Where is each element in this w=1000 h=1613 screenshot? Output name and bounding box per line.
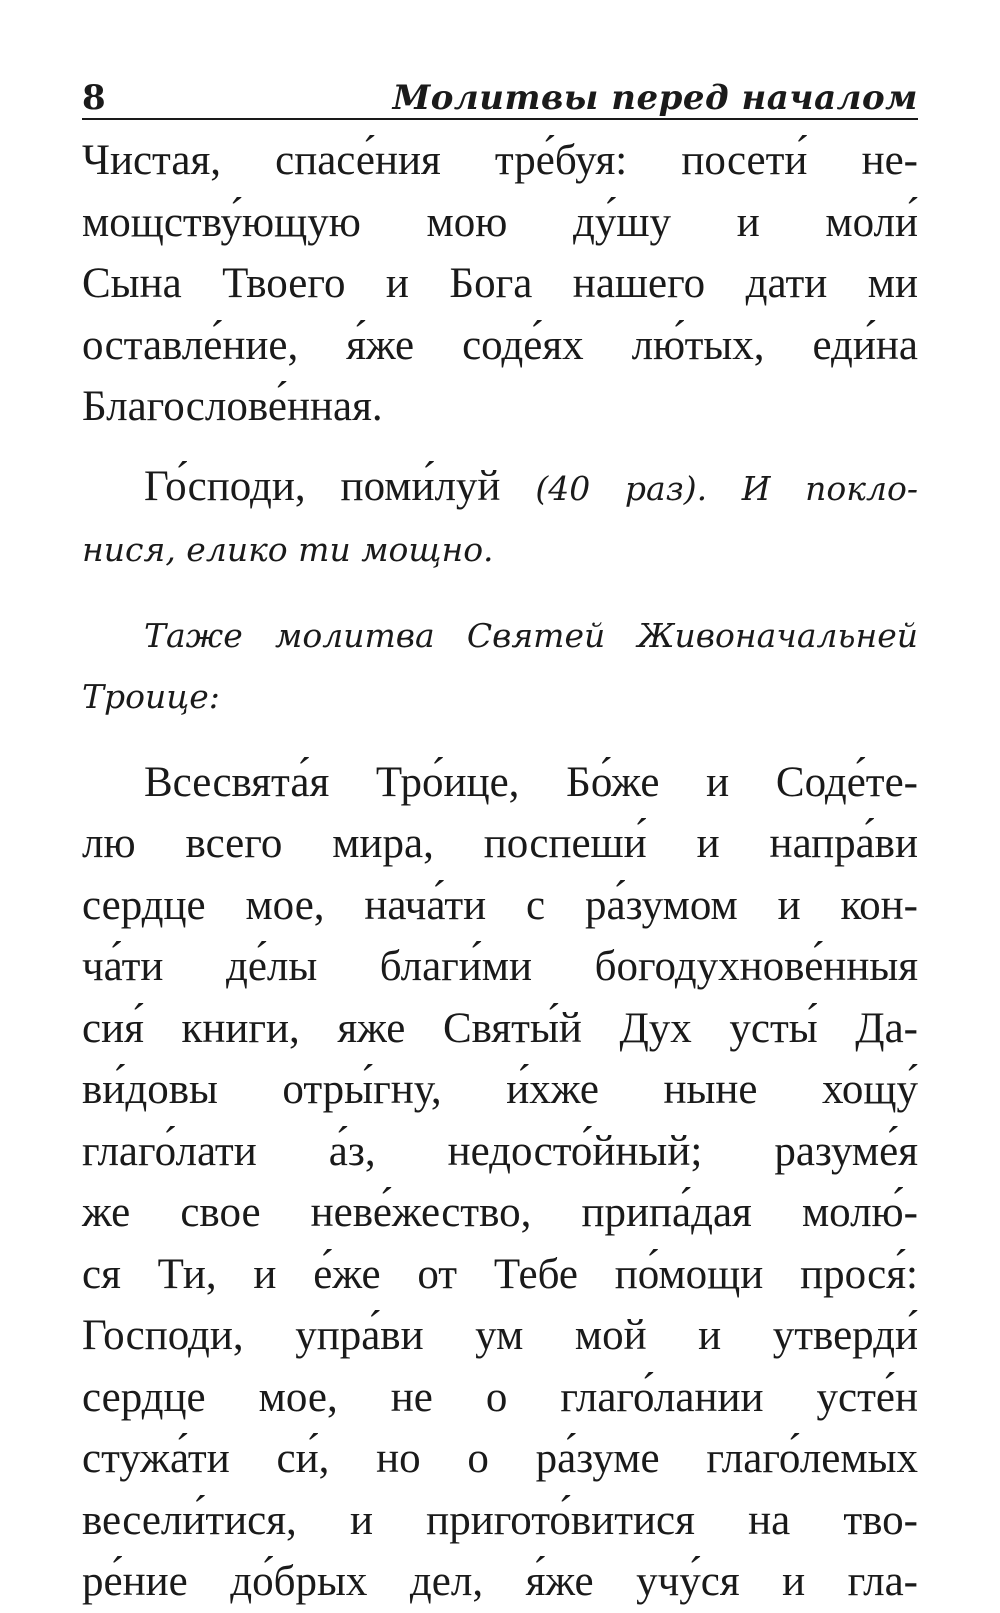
paragraph-prayer-trinity	[82, 752, 918, 1613]
text-line: ся Ти, и е́же от Тебе по́мощи прося́:	[82, 1250, 918, 1298]
rubric-text: (40 раз). И покло-	[535, 468, 918, 508]
kyrie-text: Го́споди, поми́луй	[144, 462, 501, 510]
text-line: ча́ти де́лы благи́ми богодухнове́нныя	[82, 943, 918, 990]
text-line: ви́довы отры́гну, и́хже ныне хощу́	[82, 1066, 918, 1113]
text-line: сердце мое, нача́ти с ра́зумом и кон-	[82, 881, 918, 929]
rubric-line: Троице:	[82, 677, 220, 716]
rubric-line: Таже молитва Святей Живоначальней	[144, 615, 918, 655]
text-line: ре́ние до́брых дел, я́же учу́ся и гла-	[82, 1558, 918, 1605]
paragraph-rubric-trinity	[82, 605, 918, 728]
text-line: Всесвята́я Тро́ице, Бо́же и Соде́те-	[144, 758, 918, 806]
paragraph-kyrie	[82, 456, 918, 581]
text-line: сердце мое, не о глаго́лании усте́н	[82, 1373, 918, 1421]
text-line: глаго́лати а́з, недосто́йный; разуме́я	[82, 1127, 918, 1175]
text-line	[82, 456, 918, 520]
text-line: Сына Твоего и Бога нашего дати ми	[82, 260, 918, 307]
running-title: Молитвы перед началом	[392, 78, 918, 118]
rubric-line: нися, елико ти мощно.	[82, 530, 494, 569]
text-line: мощству́ющую мою ду́шу и моли́	[82, 198, 918, 246]
page-number: 8	[82, 78, 106, 118]
text-line: Чистая, спасе́ния тре́буя: посети́ не-	[82, 137, 918, 184]
text-line: сия́ книги, яже Святы́й Дух усты́ Да-	[82, 1004, 918, 1052]
paragraph-prayer-theotokos-end	[82, 130, 918, 438]
text-line: Господи, упра́ви ум мой и утверди́	[82, 1312, 918, 1359]
text-line: стужа́ти си́, но о ра́зуме глаго́лемых	[82, 1435, 918, 1482]
text-line: лю всего мира, поспеши́ и напра́ви	[82, 820, 918, 867]
running-head	[82, 70, 918, 120]
text-line: весели́тися, и пригото́витися на тво-	[82, 1496, 918, 1544]
text-line: же свое неве́жество, припа́дая молю́-	[82, 1189, 918, 1236]
text-line: Благослове́нная.	[82, 383, 383, 430]
text-line: оставле́ние, я́же соде́ях лю́тых, еди́на	[82, 321, 918, 369]
